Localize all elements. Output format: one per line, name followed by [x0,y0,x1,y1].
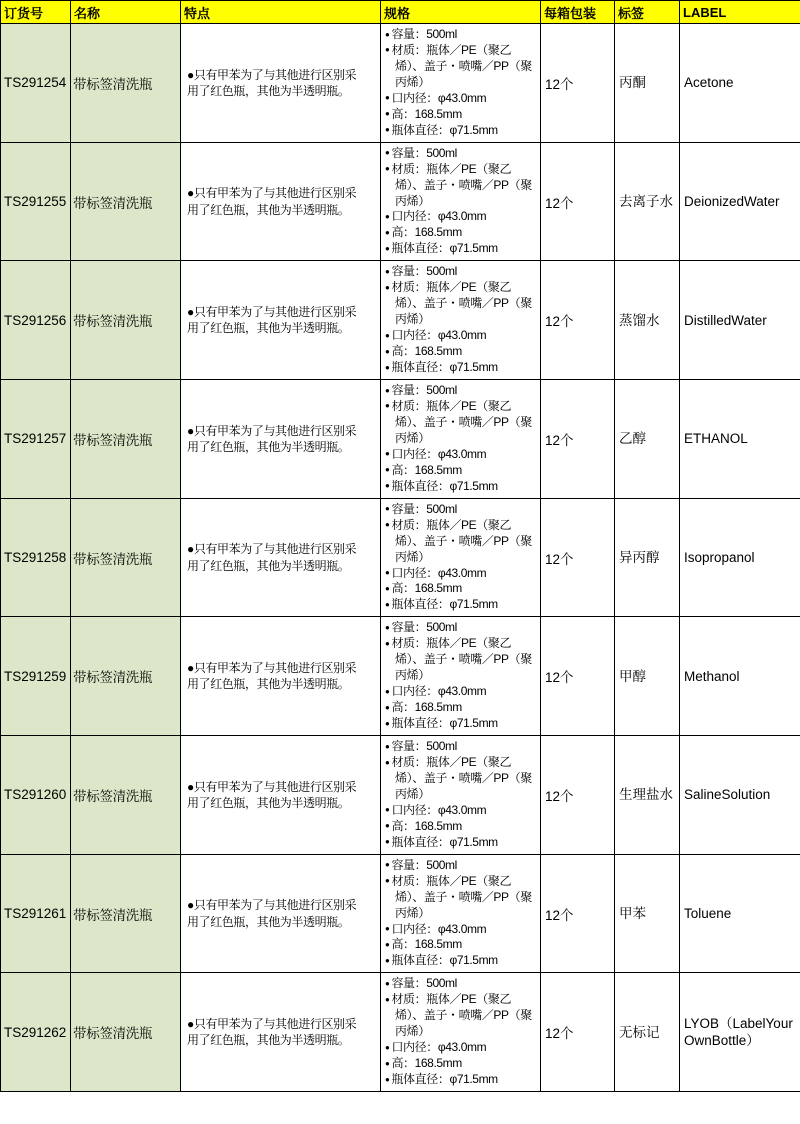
cell-tag: 无标记 [615,973,680,1092]
feature-line-2: 用了红色瓶，其他为半透明瓶。 [187,558,350,573]
feature-line-2: 用了红色瓶，其他为半透明瓶。 [187,1033,350,1048]
cell-feature [181,380,381,499]
spec-item: ● 口内径：φ43.0mm [385,803,538,819]
cell-feature [181,854,381,973]
spec-item: ● 瓶体直径：φ71.5mm [385,123,538,139]
cell-feature [181,142,381,261]
cell-tag: 蒸馏水 [615,261,680,380]
cell-specification [381,380,541,499]
cell-specification [381,973,541,1092]
cell-order-code: TS291257 [1,380,71,499]
cell-tag: 生理盐水 [615,736,680,855]
cell-specification [381,261,541,380]
spec-item: ● 容量：500ml [385,739,538,755]
table-body [1,24,800,1092]
table-header-row [1,1,800,24]
spec-item: ● 口内径：φ43.0mm [385,328,538,344]
cell-label: Isopropanol [680,498,800,617]
cell-label: Acetone [680,24,800,143]
spec-list [385,146,538,258]
cell-product-name: 带标签清洗瓶 [71,261,181,380]
spec-item: ● 瓶体直径：φ71.5mm [385,597,538,613]
table-row [1,498,800,617]
spec-item: ● 口内径：φ43.0mm [385,922,538,938]
cell-label: ETHANOL [680,380,800,499]
spec-item: ● 瓶体直径：φ71.5mm [385,479,538,495]
spec-list [385,264,538,376]
spec-item: ● 材质：瓶体／PE（聚乙烯）、盖子・喷嘴／PP（聚丙烯） [385,992,538,1040]
feature-line-1: ●只有甲苯为了与其他进行区别采 [187,542,357,557]
cell-tag: 异丙醇 [615,498,680,617]
column-header-spec: 规格 [381,1,541,24]
spec-item: ● 容量：500ml [385,858,538,874]
column-header-code: 订货号 [1,1,71,24]
feature-line-1: ●只有甲苯为了与其他进行区别采 [187,423,357,438]
feature-line-2: 用了红色瓶，其他为半透明瓶。 [187,795,350,810]
cell-product-name: 带标签清洗瓶 [71,380,181,499]
spec-item: ● 瓶体直径：φ71.5mm [385,835,538,851]
cell-feature [181,973,381,1092]
column-header-tag: 标签 [615,1,680,24]
table-row [1,142,800,261]
spec-item: ● 容量：500ml [385,620,538,636]
feature-line-1: ●只有甲苯为了与其他进行区别采 [187,661,357,675]
spec-list [385,976,538,1088]
table-row [1,24,800,143]
cell-feature [181,261,381,380]
cell-order-code: TS291260 [1,736,71,855]
cell-order-code: TS291262 [1,973,71,1092]
table-row [1,973,800,1092]
cell-order-code: TS291258 [1,498,71,617]
cell-specification [381,498,541,617]
spec-item: ● 容量：500ml [385,502,538,518]
spec-item: ● 材质：瓶体／PE（聚乙烯）、盖子・喷嘴／PP（聚丙烯） [385,874,538,922]
feature-line-2: 用了红色瓶，其他为半透明瓶。 [187,439,350,454]
cell-feature [181,736,381,855]
feature-line-2: 用了红色瓶，其他为半透明瓶。 [187,202,350,217]
spec-item: ● 瓶体直径：φ71.5mm [385,716,538,732]
spec-item: ● 容量：500ml [385,146,538,162]
cell-packaging: 12个 [541,736,615,855]
spec-item: ● 容量：500ml [385,27,538,43]
spec-item: ● 高：168.5mm [385,819,538,835]
spec-list [385,502,538,614]
spec-item: ● 材质：瓶体／PE（聚乙烯）、盖子・喷嘴／PP（聚丙烯） [385,755,538,803]
spec-item: ● 高：168.5mm [385,463,538,479]
cell-packaging: 12个 [541,380,615,499]
feature-line-2: 用了红色瓶，其他为半透明瓶。 [187,914,350,929]
column-header-packaging: 每箱包装 [541,1,615,24]
spec-item: ● 口内径：φ43.0mm [385,209,538,225]
cell-packaging: 12个 [541,142,615,261]
spec-item: ● 瓶体直径：φ71.5mm [385,953,538,969]
cell-specification [381,617,541,736]
cell-tag: 去离子水 [615,142,680,261]
cell-feature [181,498,381,617]
spec-list [385,620,538,732]
spec-item: ● 材质：瓶体／PE（聚乙烯）、盖子・喷嘴／PP（聚丙烯） [385,43,538,91]
spec-list [385,27,538,139]
spec-item: ● 口内径：φ43.0mm [385,1040,538,1056]
spec-item: ● 高：168.5mm [385,700,538,716]
spec-item: ● 口内径：φ43.0mm [385,684,538,700]
cell-tag: 乙醇 [615,380,680,499]
spec-item: ● 容量：500ml [385,976,538,992]
column-header-label: LABEL [680,1,800,24]
spec-item: ● 材质：瓶体／PE（聚乙烯）、盖子・喷嘴／PP（聚丙烯） [385,399,538,447]
cell-tag: 丙酮 [615,24,680,143]
cell-product-name: 带标签清洗瓶 [71,736,181,855]
cell-specification [381,736,541,855]
spec-item: ● 高：168.5mm [385,107,538,123]
cell-packaging: 12个 [541,498,615,617]
cell-product-name: 带标签清洗瓶 [71,617,181,736]
feature-line-2: 用了红色瓶，其他为半透明瓶。 [187,321,350,336]
feature-line-1: ●只有甲苯为了与其他进行区别采 [187,898,357,913]
cell-order-code: TS291259 [1,617,71,736]
cell-packaging: 12个 [541,617,615,736]
spec-item: ● 高：168.5mm [385,1056,538,1072]
spec-item: ● 口内径：φ43.0mm [385,566,538,582]
cell-specification [381,854,541,973]
cell-product-name: 带标签清洗瓶 [71,142,181,261]
spec-list [385,383,538,495]
cell-order-code: TS291256 [1,261,71,380]
cell-product-name: 带标签清洗瓶 [71,854,181,973]
feature-line-1: ●只有甲苯为了与其他进行区别采 [187,1017,357,1032]
feature-line-1: ●只有甲苯为了与其他进行区别采 [187,779,357,794]
cell-product-name: 带标签清洗瓶 [71,24,181,143]
cell-packaging: 12个 [541,261,615,380]
cell-label: SalineSolution [680,736,800,855]
cell-feature [181,24,381,143]
column-header-name: 名称 [71,1,181,24]
column-header-feature: 特点 [181,1,381,24]
spec-item: ● 材质：瓶体／PE（聚乙烯）、盖子・喷嘴／PP（聚丙烯） [385,518,538,566]
spec-item: ● 高：168.5mm [385,937,538,953]
feature-line-1: ●只有甲苯为了与其他进行区别采 [187,304,357,319]
cell-specification [381,24,541,143]
cell-tag: 甲苯 [615,854,680,973]
cell-specification [381,142,541,261]
spec-item: ● 容量：500ml [385,383,538,399]
cell-label: DeionizedWater [680,142,800,261]
table-row [1,617,800,736]
cell-label: Toluene [680,854,800,973]
spec-item: ● 材质：瓶体／PE（聚乙烯）、盖子・喷嘴／PP（聚丙烯） [385,636,538,684]
feature-line-2: 用了红色瓶，其他为半透明瓶。 [187,83,350,98]
cell-label: Methanol [680,617,800,736]
cell-product-name: 带标签清洗瓶 [71,498,181,617]
feature-line-1: ●只有甲苯为了与其他进行区别采 [187,186,357,201]
spec-item: ● 高：168.5mm [385,225,538,241]
spec-item: ● 容量：500ml [385,264,538,280]
cell-packaging: 12个 [541,973,615,1092]
feature-line-2: 用了红色瓶，其他为半透明瓶。 [187,677,350,692]
spec-item: ● 高：168.5mm [385,344,538,360]
spec-list [385,739,538,851]
cell-packaging: 12个 [541,854,615,973]
cell-feature [181,617,381,736]
spec-list [385,858,538,970]
table-row [1,380,800,499]
cell-label: DistilledWater [680,261,800,380]
cell-order-code: TS291255 [1,142,71,261]
cell-order-code: TS291254 [1,24,71,143]
cell-label: LYOB（LabelYourOwnBottle） [680,973,800,1092]
spec-item: ● 高：168.5mm [385,581,538,597]
spec-item: ● 口内径：φ43.0mm [385,91,538,107]
table-row [1,261,800,380]
spec-item: ● 材质：瓶体／PE（聚乙烯）、盖子・喷嘴／PP（聚丙烯） [385,280,538,328]
table-row [1,854,800,973]
cell-tag: 甲醇 [615,617,680,736]
table-row [1,736,800,855]
spec-item: ● 口内径：φ43.0mm [385,447,538,463]
cell-product-name: 带标签清洗瓶 [71,973,181,1092]
spec-item: ● 瓶体直径：φ71.5mm [385,360,538,376]
spec-item: ● 瓶体直径：φ71.5mm [385,241,538,257]
spec-item: ● 材质：瓶体／PE（聚乙烯）、盖子・喷嘴／PP（聚丙烯） [385,162,538,210]
feature-line-1: ●只有甲苯为了与其他进行区别采 [187,67,357,82]
cell-order-code: TS291261 [1,854,71,973]
cell-packaging: 12个 [541,24,615,143]
spec-item: ● 瓶体直径：φ71.5mm [385,1072,538,1088]
